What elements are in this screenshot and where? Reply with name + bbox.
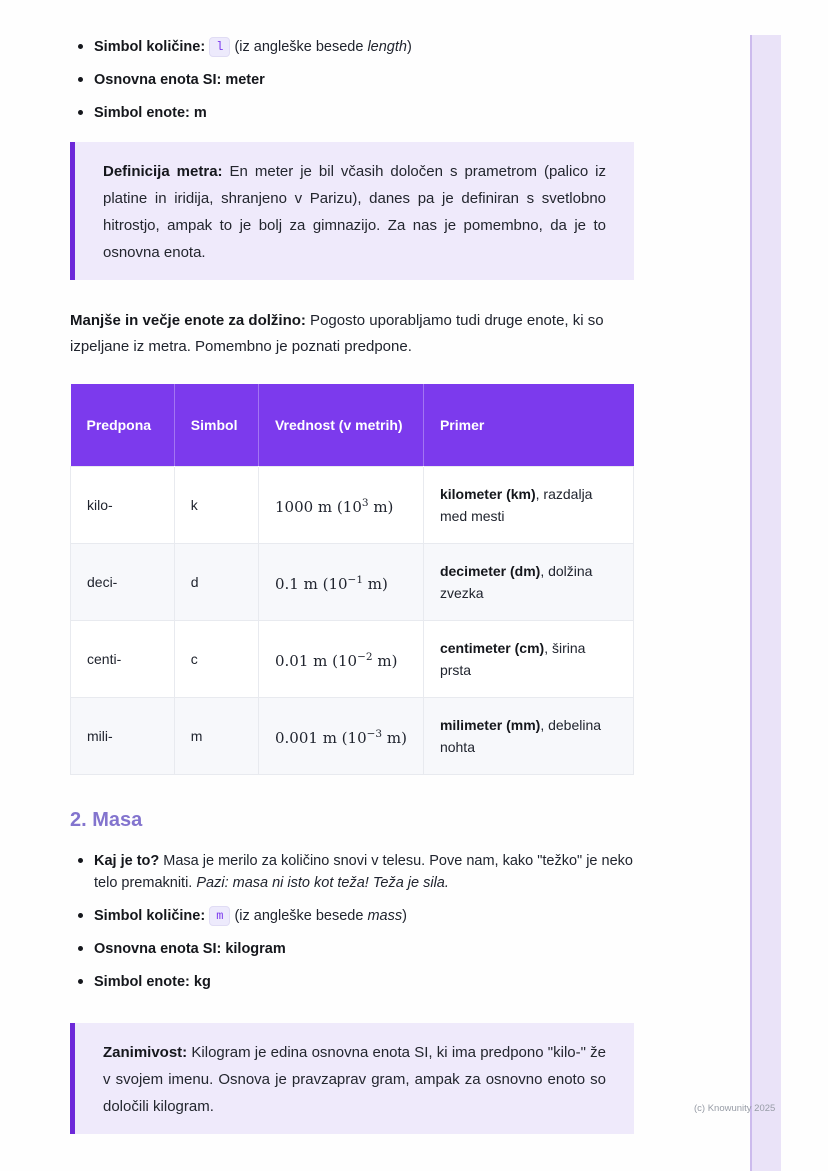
primer-bold: centimeter (cm) (439, 639, 545, 656)
cell-simbol: d (174, 543, 258, 620)
bullet-text-end: ) (406, 39, 412, 55)
table-header-row (71, 384, 634, 466)
cell-predpona: mili- (71, 697, 175, 774)
paragraph-lead: Manjše in večje enote za dolžino: (70, 312, 306, 329)
math-value (275, 575, 388, 593)
math-tail: m) (382, 728, 407, 747)
callout-text: Kilogram je edina osnovna enota SI, ki ima predpono "kilo-" že v svojem imenu. Osnova je pravzaprav gram, ampak za osnovno enoto so določili kilogram. (103, 1043, 606, 1115)
bullet-text: Masa je merilo za količino snovi v telesu. Pove nam, kako "težko" je neko telo premakniti. (94, 852, 633, 891)
italic-term: mass (367, 907, 403, 924)
list-item-simbol-enote-masa (70, 971, 634, 993)
header-predpona: Predpona (71, 384, 175, 466)
primer-text: , razdalja med mesti (439, 485, 593, 524)
primer-text: , dolžina zvezka (439, 562, 593, 601)
header-vrednost: Vrednost (v metrih) (258, 384, 423, 466)
cell-primer (423, 466, 633, 543)
cell-vrednost (258, 543, 423, 620)
math-exponent: 3 (361, 496, 369, 509)
list-item-simbol-kolicine (70, 36, 634, 58)
bold-label: Simbol enote: m (94, 105, 207, 121)
bold-label: Simbol količine: (94, 39, 206, 55)
cell-simbol: m (174, 697, 258, 774)
primer-text: , širina prsta (439, 639, 586, 678)
math-tail: m) (363, 574, 388, 593)
header-primer: Primer (423, 384, 633, 466)
fact-callout (70, 1023, 634, 1134)
quantity-symbol-badge: l (209, 37, 230, 57)
math-base: 0.01 m (10 (274, 651, 358, 670)
italic-term: length (367, 39, 407, 55)
math-exponent: −1 (347, 573, 364, 586)
paragraph-text: Pogosto uporabljamo tudi druge enote, ki so izpeljane iz metra. Pomembno je poznati predpone. (70, 312, 604, 355)
cell-predpona: centi- (71, 620, 175, 697)
bold-label: Simbol količine: (94, 907, 206, 924)
section-heading-masa: 2. Masa (70, 808, 143, 831)
bullet-text: (iz angleške besede (230, 907, 368, 924)
list-item-simbol-kolicine-masa (70, 905, 634, 927)
copyright-footer: (c) Knowunity 2025 (694, 1103, 776, 1114)
bold-label: Osnovna enota SI: kilogram (94, 940, 286, 957)
units-table-head (71, 384, 634, 466)
callout-title: Zanimivost: (103, 1043, 188, 1061)
math-base: 0.1 m (10 (274, 574, 348, 593)
length-bullet-list (70, 36, 634, 124)
primer-text: , debelina nohta (439, 716, 602, 755)
cell-predpona: kilo- (71, 466, 175, 543)
italic-note: Pazi: masa ni isto kot teža! Teža je sila. (196, 874, 449, 891)
primer-bold: decimeter (dm) (439, 562, 541, 579)
bullet-text-end: ) (402, 907, 407, 924)
cell-vrednost (258, 620, 423, 697)
bold-label: Kaj je to? (94, 852, 160, 869)
math-tail: m) (372, 651, 398, 670)
table-row (71, 697, 634, 774)
cell-vrednost (258, 697, 423, 774)
math-value (275, 729, 407, 747)
table-row (71, 466, 634, 543)
primer-bold: kilometer (km) (439, 485, 536, 502)
bold-label: Simbol enote: kg (94, 973, 211, 990)
cell-predpona: deci- (71, 543, 175, 620)
list-item-osnovna-enota (70, 69, 634, 91)
math-base: 0.001 m (10 (274, 728, 367, 747)
list-item-osnovna-enota-masa (70, 938, 634, 960)
cell-primer (423, 697, 633, 774)
cell-vrednost (258, 466, 423, 543)
primer-bold: milimeter (mm) (439, 716, 541, 733)
cell-simbol: k (174, 466, 258, 543)
header-simbol: Simbol (174, 384, 258, 466)
quantity-symbol-badge: m (209, 906, 230, 926)
math-exponent: −2 (357, 650, 373, 663)
bold-label: Osnovna enota SI: meter (94, 72, 265, 88)
page-edge-strip (750, 35, 781, 1171)
math-base: 1000 m (10 (274, 497, 362, 516)
list-item-simbol-enote (70, 102, 634, 124)
cell-simbol: c (174, 620, 258, 697)
table-row (71, 620, 634, 697)
mass-bullet-list (70, 850, 634, 993)
bullet-text: (iz angleške besede (230, 39, 368, 55)
units-intro-paragraph (70, 308, 634, 360)
units-table-body (71, 466, 634, 774)
callout-text: En meter je bil včasih določen s prametrom (palico iz platine in iridija, shranjeno v Parizu), danes pa je definiran s svetlobno hitrostjo, ampak to je bolj za gimnazijo. Za nas je pomembno, da je to osnovna enota. (103, 163, 606, 261)
units-table (70, 384, 634, 775)
cell-primer (423, 543, 633, 620)
math-tail: m) (368, 497, 394, 516)
cell-primer (423, 620, 633, 697)
math-value (275, 498, 393, 516)
definition-callout (70, 142, 634, 280)
table-row (71, 543, 634, 620)
list-item-kaj-je-to (70, 850, 634, 894)
callout-title: Definicija metra: (103, 163, 223, 180)
page-content (70, 36, 634, 1134)
math-exponent: −3 (366, 727, 383, 740)
math-value (275, 652, 397, 670)
